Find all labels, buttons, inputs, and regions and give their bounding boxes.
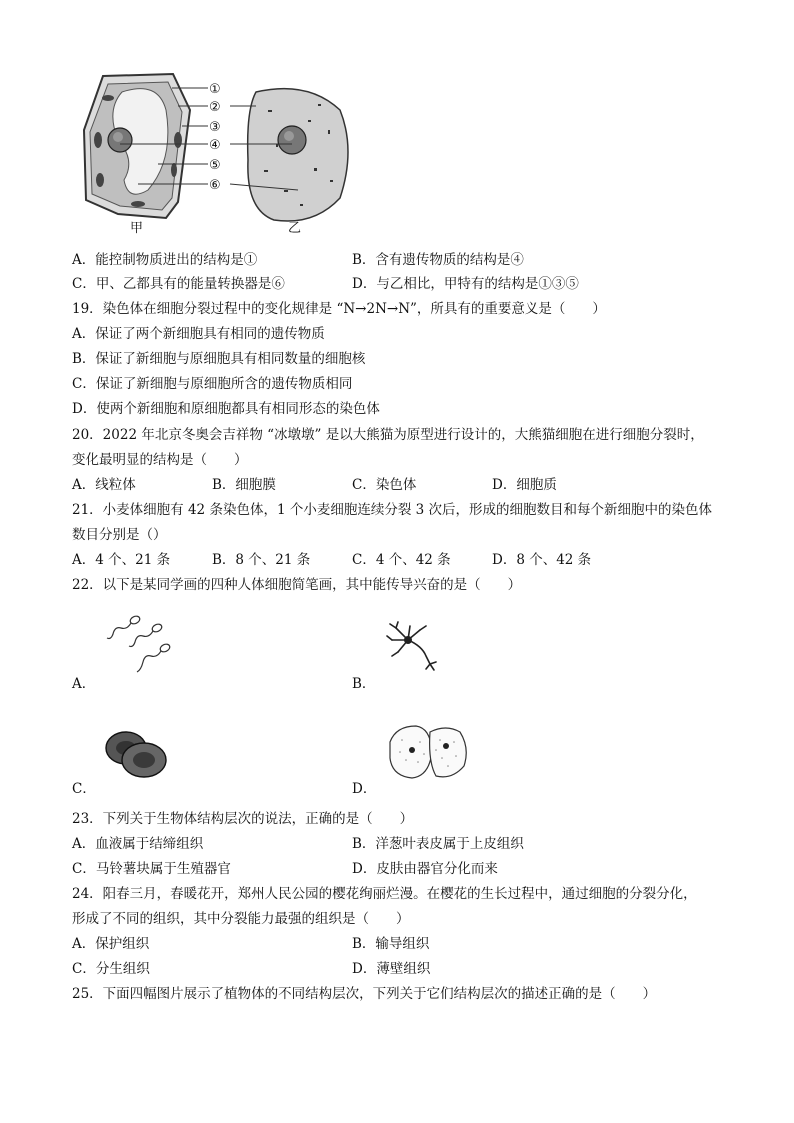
cell-diagram — [78, 70, 368, 238]
caption-yi: 乙 — [288, 221, 302, 236]
q20-stem-1: 20．2022 年北京冬奥会吉祥物 “冰墩墩” 是以大熊猫为原型进行设计的，大熊猫细胞在进行细胞分裂时， — [72, 427, 704, 443]
q24-option-c: C．分生组织 — [72, 961, 150, 977]
q19-option-d: D．使两个新细胞和原细胞都具有相同形态的染色体 — [72, 401, 380, 417]
q25-stem: 25．下面四幅图片展示了植物体的不同结构层次，下列关于它们结构层次的描述正确的是（ ） — [72, 986, 657, 1002]
q23-option-c: C．马铃薯块属于生殖器官 — [72, 861, 231, 877]
q21-stem-1: 21．小麦体细胞有 42 条染色体，1 个小麦细胞连续分裂 3 次后，形成的细胞数目和每个新细胞中的染色体 — [72, 502, 712, 518]
q19-option-b: B．保证了新细胞与原细胞具有相同数量的细胞核 — [72, 351, 366, 367]
q20-option-c: C．染色体 — [352, 477, 417, 493]
sperm-cells-image — [105, 612, 175, 676]
q21-option-d: D．8 个、42 条 — [492, 552, 592, 568]
q23-stem: 23．下列关于生物体结构层次的说法，正确的是（ ） — [72, 811, 414, 827]
q18-option-b: B．含有遗传物质的结构是④ — [352, 252, 524, 268]
q24-option-b: B．输导组织 — [352, 936, 430, 952]
label-5: ⑤ — [209, 158, 221, 173]
q21-option-c: C．4 个、42 条 — [352, 552, 451, 568]
q21-option-b: B．8 个、21 条 — [212, 552, 311, 568]
caption-jia: 甲 — [130, 221, 144, 236]
q20-stem-2: 变化最明显的结构是（ ） — [72, 452, 248, 468]
q24-option-d: D．薄壁组织 — [352, 961, 431, 977]
epithelial-cells-image — [386, 722, 470, 782]
label-3: ③ — [209, 120, 221, 135]
q24-option-a: A．保护组织 — [72, 936, 150, 952]
q22-option-d: D． — [352, 781, 377, 797]
label-1: ① — [209, 82, 221, 97]
q22-option-c: C． — [72, 781, 96, 797]
q22-option-b: B． — [352, 676, 376, 692]
q22-stem: 22．以下是某同学画的四种人体细胞简笔画，其中能传导兴奋的是（ ） — [72, 577, 522, 593]
q23-option-d: D．皮肤由器官分化而来 — [352, 861, 498, 877]
q24-stem-1: 24．阳春三月，春暖花开，郑州人民公园的樱花绚丽烂漫。在樱花的生长过程中，通过细胞的分裂分化， — [72, 886, 697, 902]
neuron-image — [386, 620, 442, 672]
q20-options — [72, 476, 557, 494]
q20-option-d: D．细胞质 — [492, 477, 557, 493]
q21-options — [72, 551, 591, 569]
q20-option-b: B．细胞膜 — [212, 477, 276, 493]
q19-option-c: C．保证了新细胞与原细胞所含的遗传物质相同 — [72, 376, 353, 392]
q23-option-a: A．血液属于结缔组织 — [72, 836, 204, 852]
q21-stem-2: 数目分别是（） — [72, 527, 167, 543]
label-4: ④ — [209, 138, 221, 153]
q21-option-a: A．4 个、21 条 — [72, 552, 171, 568]
q24-stem-2: 形成了不同的组织，其中分裂能力最强的组织是（ ） — [72, 911, 410, 927]
q19-stem: 19．染色体在细胞分裂过程中的变化规律是 “N→2N→N”，所具有的重要意义是（ ） — [72, 301, 606, 317]
q18-option-c: C．甲、乙都具有的能量转换器是⑥ — [72, 276, 285, 292]
label-6: ⑥ — [209, 178, 221, 193]
label-2: ② — [209, 100, 221, 115]
q18-option-a: A．能控制物质进出的结构是① — [72, 252, 258, 268]
q20-option-a: A．线粒体 — [72, 477, 136, 493]
q23-option-b: B．洋葱叶表皮属于上皮组织 — [352, 836, 524, 852]
q22-option-a: A． — [72, 676, 96, 692]
q19-option-a: A．保证了两个新细胞具有相同的遗传物质 — [72, 326, 325, 342]
q18-option-d: D．与乙相比，甲特有的结构是①③⑤ — [352, 276, 579, 292]
red-blood-cells-image — [104, 728, 170, 780]
